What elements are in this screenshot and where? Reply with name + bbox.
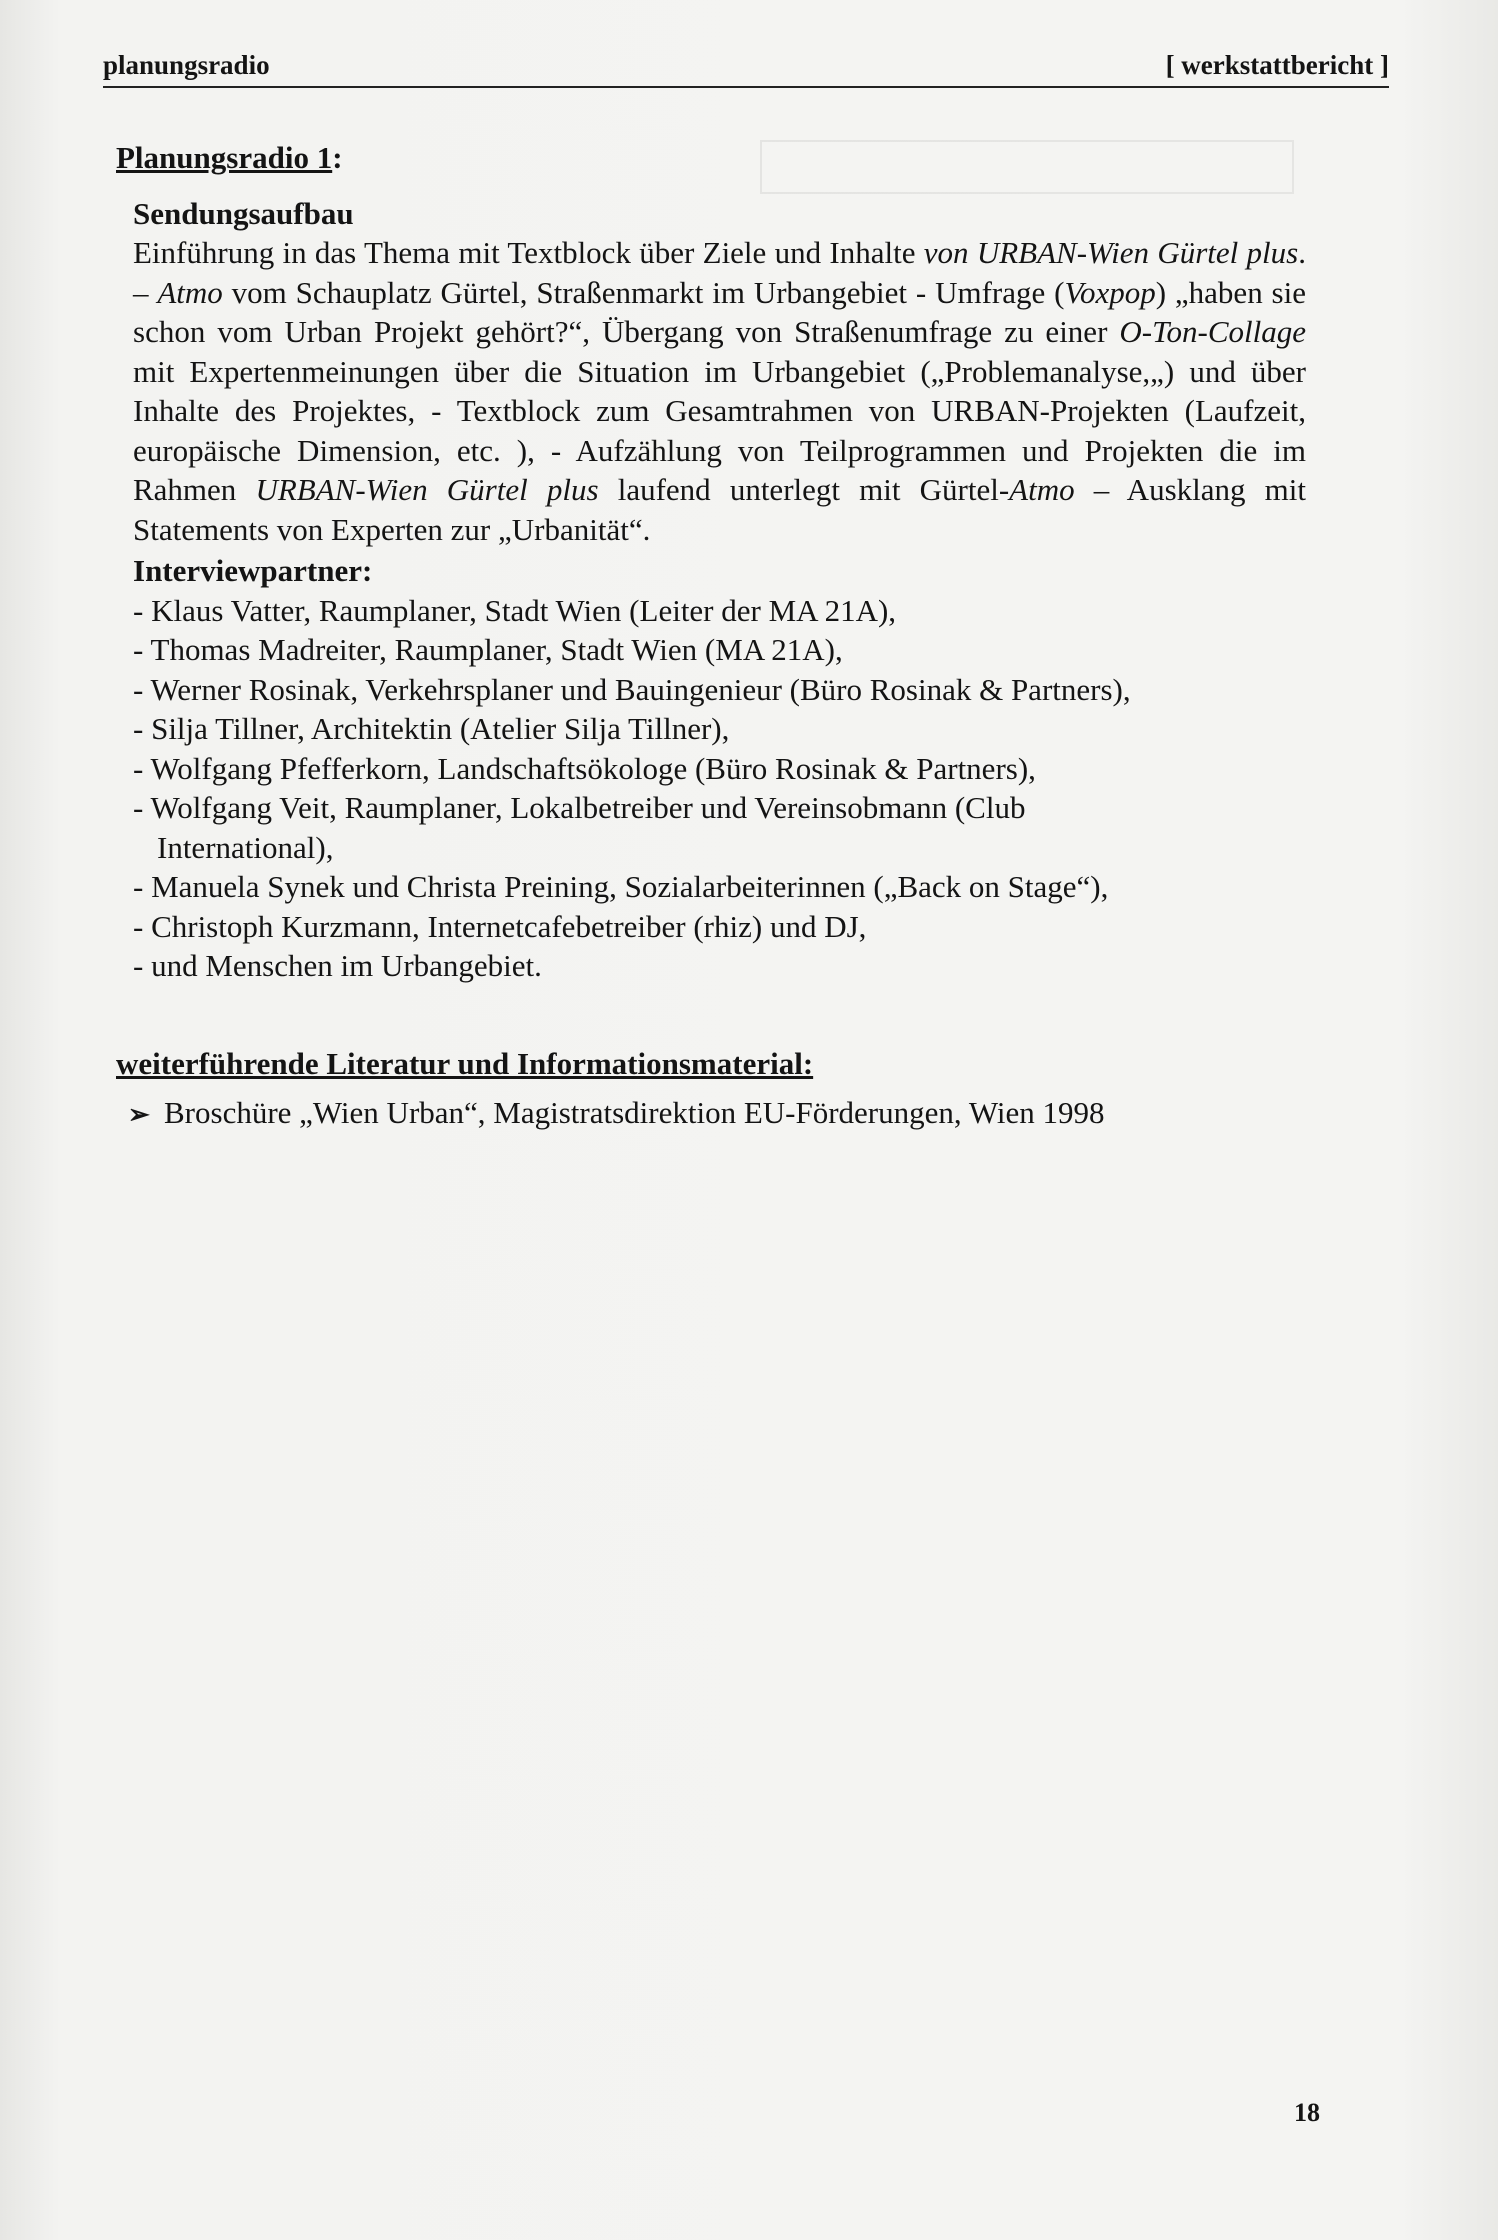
literature-list bbox=[116, 1093, 1306, 1135]
interviewpartner-item: - Christoph Kurzmann, Internetcafebetreiber (rhiz) und DJ, bbox=[133, 908, 867, 944]
literature-item-text: Broschüre „Wien Urban“, Magistratsdirektion EU-Förderungen, Wien 1998 bbox=[164, 1095, 1105, 1130]
italic-run: Atmo bbox=[1009, 472, 1075, 507]
arrow-bullet-icon: ➢ bbox=[128, 1100, 150, 1129]
header-right: [ werkstattbericht ] bbox=[1165, 50, 1389, 80]
sendungsaufbau-heading: Sendungsaufbau bbox=[133, 195, 354, 231]
interviewpartner-item: - Manuela Synek und Christa Preining, Sozialarbeiterinnen („Back on Stage“), bbox=[133, 869, 1109, 904]
interviewpartner-item: - Thomas Madreiter, Raumplaner, Stadt Wien (MA 21A), bbox=[133, 632, 843, 667]
interviewpartner-item: - Klaus Vatter, Raumplaner, Stadt Wien (Leiter der MA 21A), bbox=[133, 592, 897, 628]
section-title bbox=[116, 138, 1306, 178]
main-content bbox=[116, 138, 1306, 1135]
text-run: – Ausklang mit Statements von Experten zur „Urbanität“. bbox=[133, 472, 1306, 547]
interviewpartner-heading: Interviewpartner: bbox=[133, 553, 373, 588]
sendungsaufbau-block bbox=[133, 194, 1306, 986]
header-left: planungsradio bbox=[103, 50, 270, 80]
interviewpartner-list bbox=[133, 591, 1306, 986]
text-run: vom Schauplatz Gürtel, Straßenmarkt im Urbangebiet - Umfrage ( bbox=[222, 274, 1065, 310]
page-number: 18 bbox=[1294, 2098, 1320, 2127]
italic-run: von URBAN-Wien Gürtel plus bbox=[923, 235, 1299, 270]
interviewpartner-item: - Wolfgang Veit, Raumplaner, Lokalbetreiber und Vereinsobmann (Club bbox=[133, 790, 1026, 825]
text-run: ) „haben sie schon vom Urban Projekt gehört?“, Übergang von Straßenumfrage zu einer bbox=[133, 274, 1306, 349]
text-run: Einführung in das Thema mit Textblock über Ziele und Inhalte bbox=[133, 235, 924, 270]
running-header bbox=[103, 46, 1389, 86]
italic-run: Atmo bbox=[157, 274, 223, 310]
italic-run: Voxpop bbox=[1064, 274, 1156, 310]
section-title-text: Planungsradio 1 bbox=[116, 140, 333, 175]
italic-run: O-Ton-Collage bbox=[1119, 314, 1306, 349]
interviewpartner-item: International), bbox=[157, 829, 334, 865]
literature-heading: weiterführende Literatur und Informationsmaterial: bbox=[116, 1045, 814, 1081]
header-rule bbox=[103, 86, 1389, 88]
interviewpartner-item: - und Menschen im Urbangebiet. bbox=[133, 948, 542, 983]
interviewpartner-item: - Silja Tillner, Architektin (Atelier Silja Tillner), bbox=[133, 711, 730, 746]
text-run: laufend unterlegt mit Gürtel- bbox=[598, 472, 1010, 507]
sendungsaufbau-paragraph bbox=[133, 233, 1306, 549]
text-run: mit Expertenmeinungen über die Situation im Urbangebiet („Problemanalyse,„) und über Inhalte des Projektes, - Textblock zum Gesamtrahmen von URBAN-Projekten (Laufzeit, europäische Dimension, etc. ), - Aufzählung von Teilprogrammen und Projekten die im Rahmen bbox=[133, 353, 1306, 507]
section-title-colon: : bbox=[332, 140, 343, 175]
literature-item bbox=[128, 1093, 1306, 1135]
interviewpartner-item: - Wolfgang Pfefferkorn, Landschaftsökologe (Büro Rosinak & Partners), bbox=[133, 750, 1036, 786]
italic-run: URBAN-Wien Gürtel plus bbox=[255, 472, 599, 507]
interviewpartner-item: - Werner Rosinak, Verkehrsplaner und Bauingenieur (Büro Rosinak & Partners), bbox=[133, 671, 1131, 707]
text-run: . – bbox=[133, 235, 1306, 310]
